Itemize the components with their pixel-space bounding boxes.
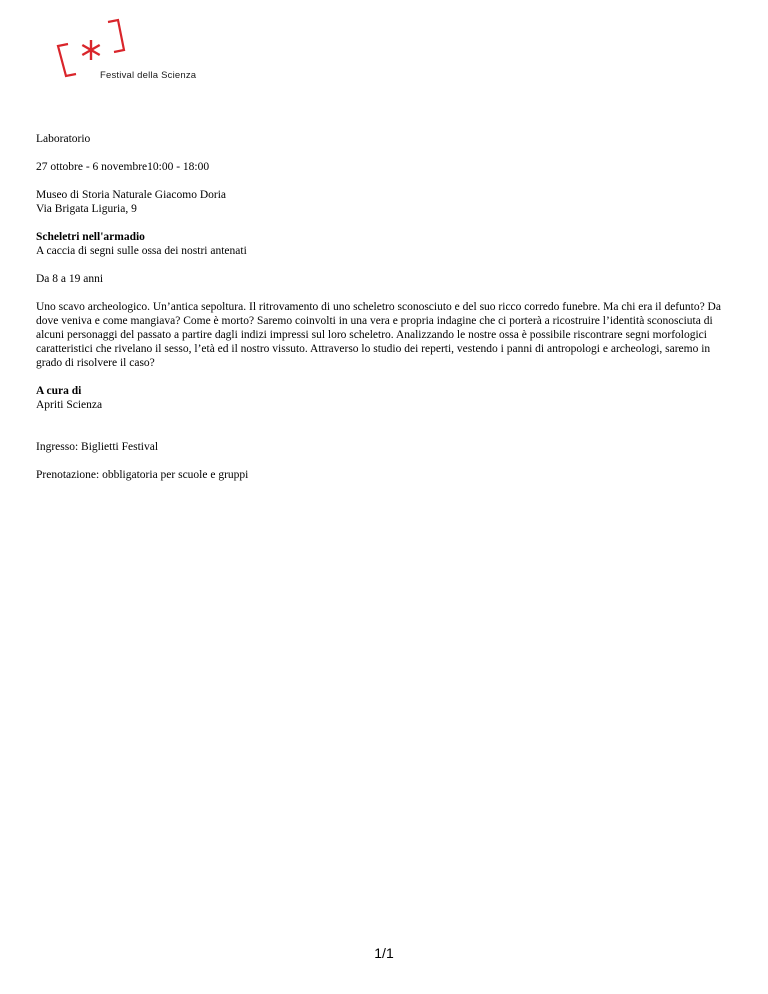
page-number: 1/1 xyxy=(374,945,394,961)
event-details xyxy=(36,132,736,496)
venue-name: Museo di Storia Naturale Giacomo Doria xyxy=(36,189,227,201)
event-age: Da 8 a 19 anni xyxy=(36,273,104,285)
event-subtitle: A caccia di segni sulle ossa dei nostri antenati xyxy=(36,245,247,257)
curator-label: A cura di xyxy=(36,385,82,397)
event-ingresso: Ingresso: Biglietti Festival xyxy=(36,441,159,453)
venue-address: Via Brigata Liguria, 9 xyxy=(36,203,137,215)
event-curator xyxy=(36,384,736,412)
event-description: Uno scavo archeologico. Un’antica sepoltura. Il ritrovamento di uno scheletro sconosciuto e del suo ricco corredo funebre. Ma chi era il defunto? Da dove veniva e come mangiava? Come è morto? Saremo coinvolti in una vera e propria indagine che ci porterà a ricostruire l’identità sconosciuta di alcuni personaggi del passato a partire dagli indizi impressi sul loro scheletro. Analizzando le nostre ossa è possibile riscontrare segni morfologici caratteristici che rivelano il sesso, l’età ed il nostro vissuto. Attraverso lo studio dei reperti, vestendo i panni di antropologi e archeologi, saremo in grado di risolvere il caso? xyxy=(36,301,721,369)
curator-name: Apriti Scienza xyxy=(36,399,103,411)
logo-text: Festival della Scienza xyxy=(100,70,197,81)
event-type: Laboratorio xyxy=(36,133,91,145)
festival-logo xyxy=(52,18,212,88)
event-heading xyxy=(36,230,736,258)
event-prenotazione: Prenotazione: obbligatoria per scuole e gruppi xyxy=(36,469,249,481)
event-title: Scheletri nell'armadio xyxy=(36,231,145,243)
event-venue xyxy=(36,188,736,216)
event-dates: 27 ottobre - 6 novembre10:00 - 18:00 xyxy=(36,161,210,173)
spacer xyxy=(36,426,736,440)
